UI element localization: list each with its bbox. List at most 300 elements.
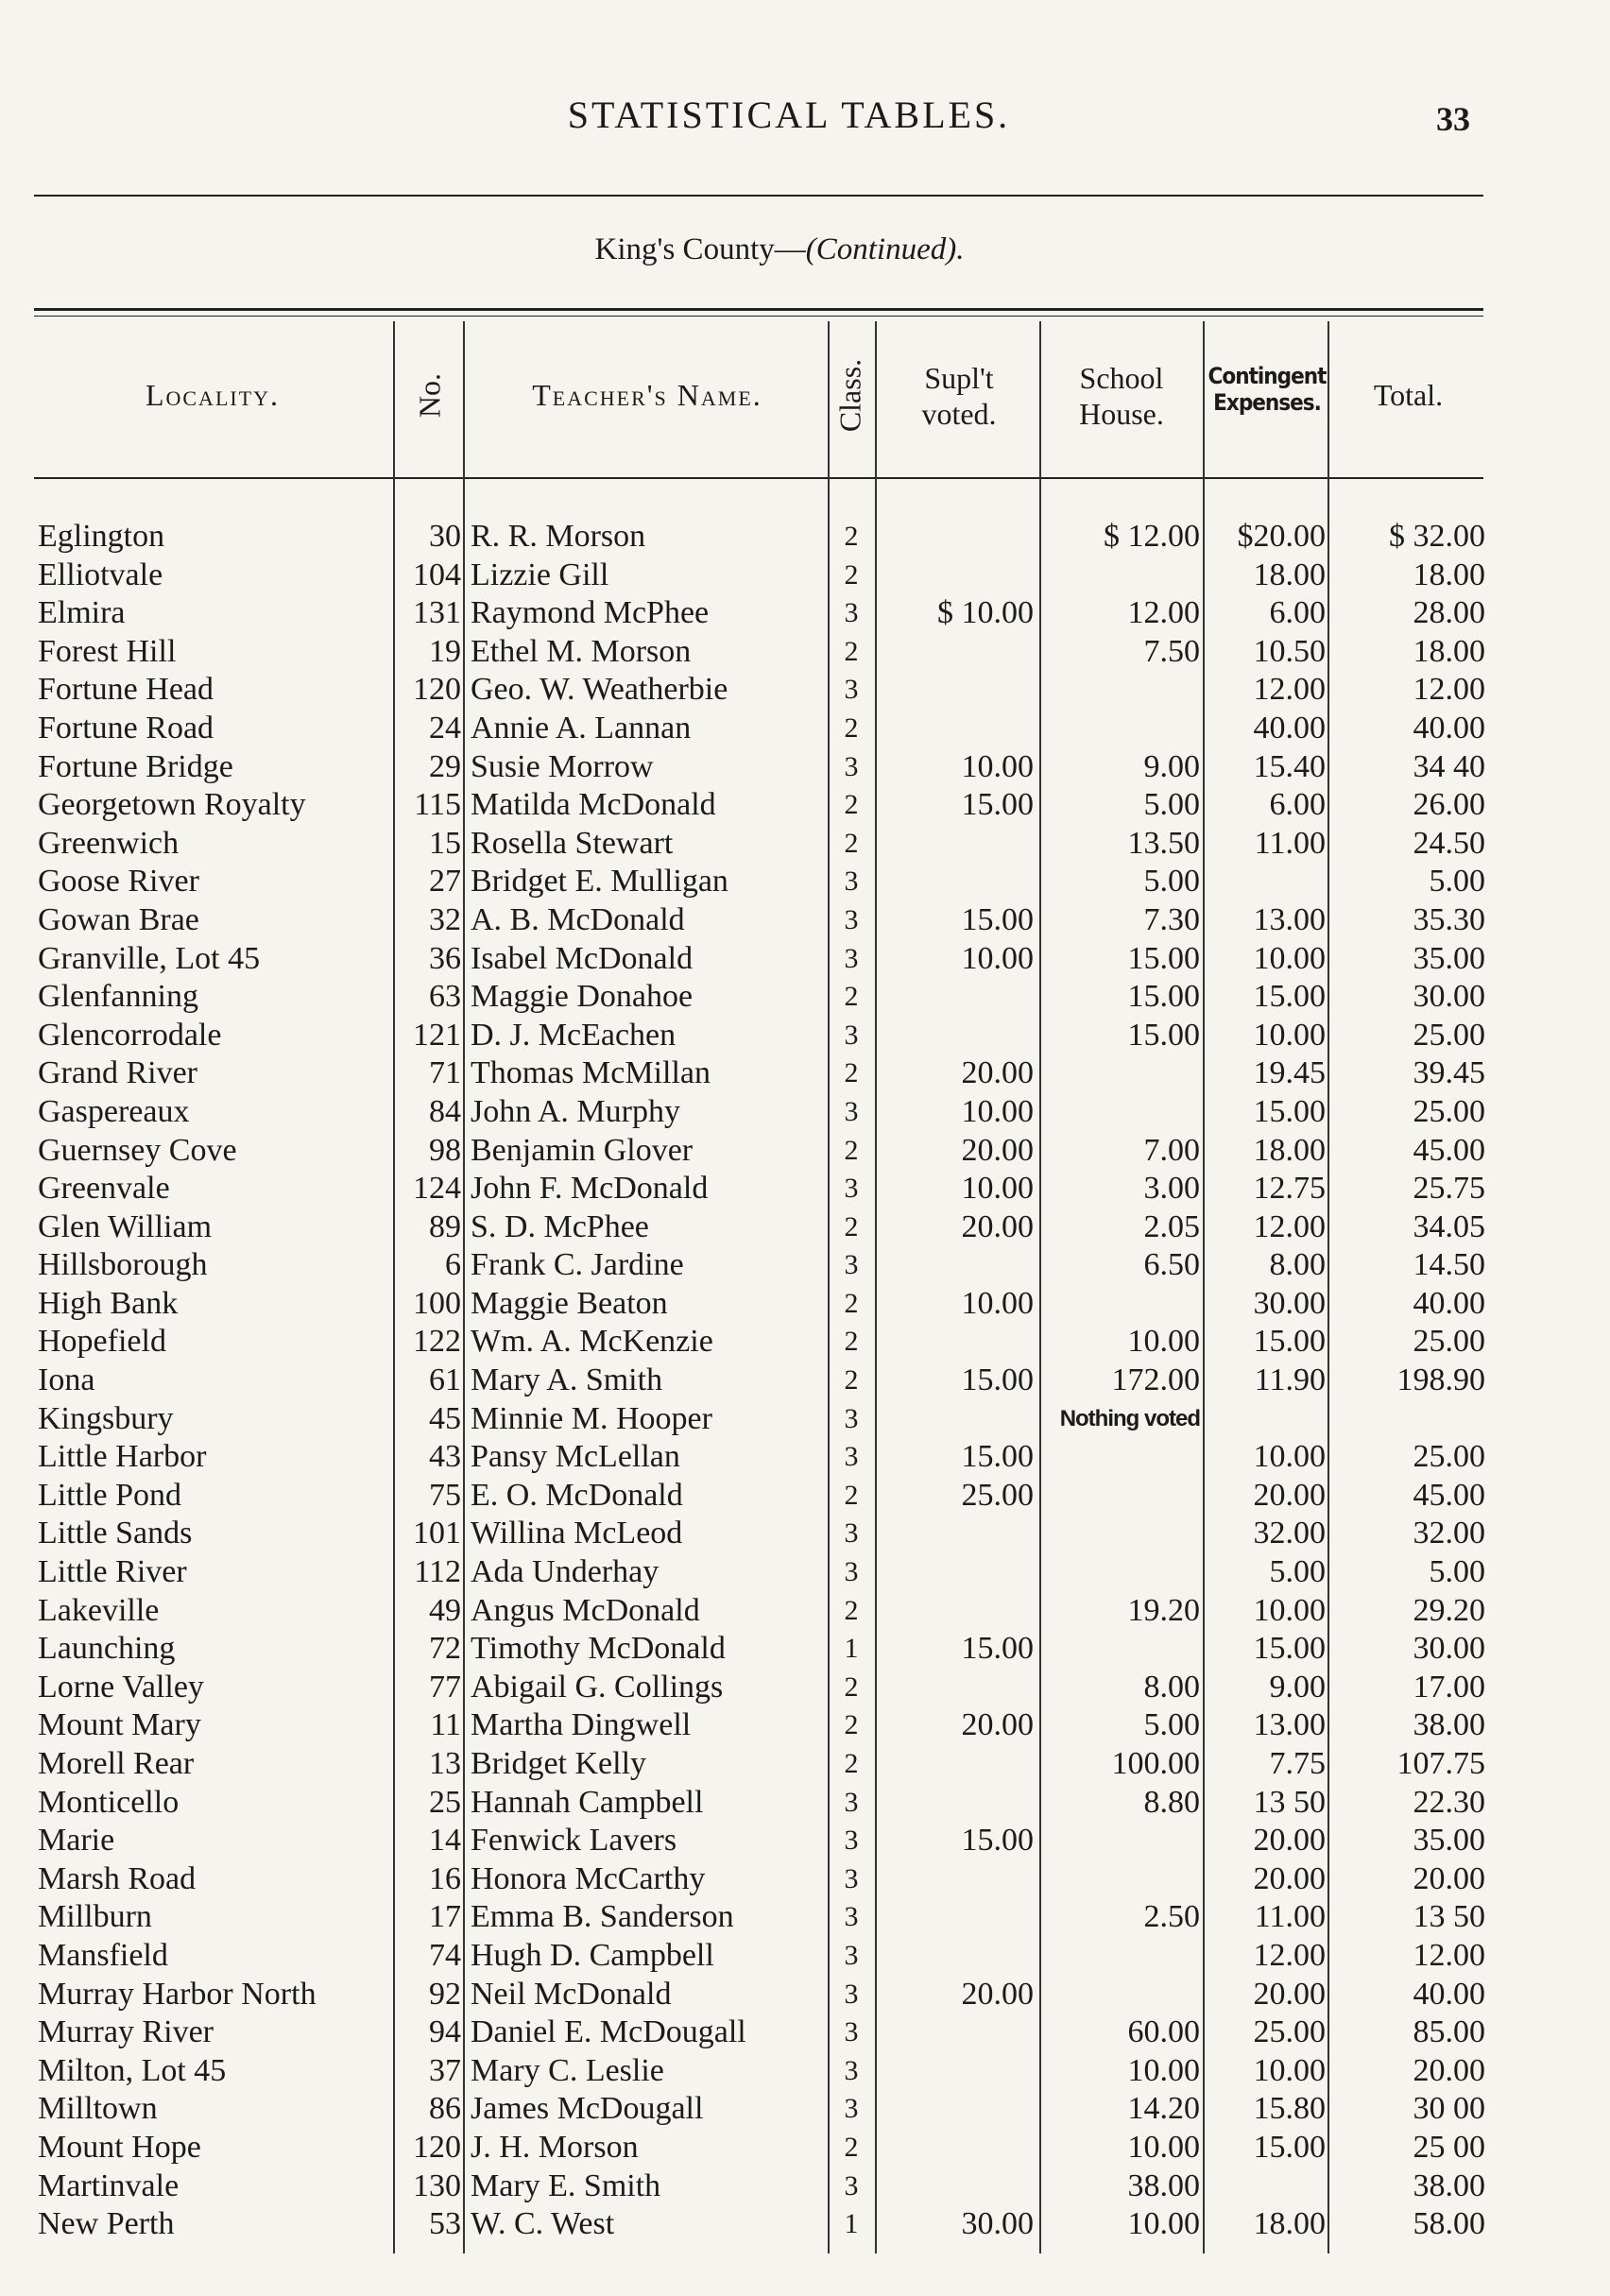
teacher-cell: Benjamin Glover [471,1132,694,1168]
table-row [0,594,1610,633]
number-cell: 120 [413,2129,461,2165]
number-cell: 112 [414,1554,461,1590]
locality-cell: High Bank [38,1285,179,1321]
table-row [0,1822,1610,1860]
supl-voted-cell: 15.00 [961,1439,1034,1475]
total-cell: 25.75 [1413,1171,1485,1207]
table-row [0,1553,1610,1592]
table-row [0,1208,1610,1247]
school-house-cell: 15.00 [1127,940,1200,976]
class-cell: 3 [844,2169,859,2202]
class-cell: 2 [844,1479,859,1511]
class-cell: 3 [844,2054,859,2086]
header-bottom-rule [34,477,1483,479]
total-cell: 5.00 [1429,864,1485,900]
contingent-cell: 7.75 [1269,1746,1326,1781]
total-cell: 20.00 [1413,1860,1485,1896]
locality-cell: Elliotvale [38,557,163,592]
school-house-cell: 8.80 [1143,1784,1200,1820]
teacher-cell: John A. Murphy [471,1093,680,1129]
teacher-cell: R. R. Morson [471,519,646,554]
total-cell: 24.50 [1413,825,1485,861]
table-row [0,2013,1610,2052]
table-row [0,1630,1610,1669]
contingent-cell: 15.40 [1253,748,1326,784]
table-row [0,2090,1610,2129]
class-cell: 3 [844,597,859,629]
locality-cell: Glencorrodale [38,1017,222,1053]
contingent-cell: 32.00 [1253,1516,1326,1551]
number-cell: 36 [429,940,461,976]
total-cell: 30 00 [1413,2091,1485,2127]
total-cell: 58.00 [1413,2206,1485,2242]
header-cont-line1: Contingent [1208,363,1327,389]
class-cell: 1 [844,2208,859,2240]
number-cell: 124 [413,1171,461,1207]
table-row [0,1285,1610,1324]
locality-cell: Gowan Brae [38,901,199,937]
table-row [0,1976,1610,2014]
contingent-cell: 13.00 [1253,901,1326,937]
total-cell: 5.00 [1429,1554,1485,1590]
teacher-cell: Bridget E. Mulligan [471,864,728,900]
total-cell: 20.00 [1413,2052,1485,2088]
table-row [0,901,1610,940]
contingent-cell: 11.00 [1254,1899,1326,1935]
contingent-cell: 11.00 [1254,825,1326,861]
supl-voted-cell: 30.00 [961,2206,1034,2242]
teacher-cell: Minnie M. Hooper [471,1400,712,1436]
table-row [0,1170,1610,1208]
contingent-cell: 18.00 [1253,2206,1326,2242]
teacher-cell: Rosella Stewart [471,825,674,861]
school-house-cell: 10.00 [1127,2052,1200,2088]
total-cell: 13 50 [1413,1899,1485,1935]
teacher-cell: Ethel M. Morson [471,633,692,669]
table-row [0,1093,1610,1132]
number-cell: 104 [413,557,461,592]
class-cell: 2 [844,1594,859,1626]
number-cell: 71 [429,1055,461,1091]
number-cell: 120 [413,672,461,708]
number-cell: 30 [429,519,461,554]
school-house-cell: 2.50 [1143,1899,1200,1935]
number-cell: 29 [429,748,461,784]
class-cell: 3 [844,1862,859,1894]
table-row [0,518,1610,557]
total-cell: 25.00 [1413,1093,1485,1129]
school-house-cell: 7.00 [1143,1132,1200,1168]
supl-voted-cell: $ 10.00 [937,595,1034,631]
class-cell: 3 [844,865,859,898]
locality-cell: Little River [38,1554,187,1590]
number-cell: 100 [413,1285,461,1321]
school-house-cell: 3.00 [1143,1171,1200,1207]
total-cell: 45.00 [1413,1477,1485,1513]
contingent-cell: 18.00 [1253,557,1326,592]
teacher-cell: Emma B. Sanderson [471,1899,734,1935]
locality-cell: Mansfield [38,1937,168,1973]
number-cell: 25 [429,1784,461,1820]
number-cell: 53 [429,2206,461,2242]
class-cell: 3 [844,1939,859,1971]
contingent-cell: 20.00 [1253,1860,1326,1896]
table-row [0,710,1610,748]
table-row [0,1937,1610,1976]
contingent-cell: 12.00 [1253,1208,1326,1244]
number-cell: 6 [445,1247,461,1283]
school-house-cell: 60.00 [1127,2014,1200,2050]
teacher-cell: S. D. McPhee [471,1208,649,1244]
class-cell: 3 [844,1019,859,1051]
total-cell: 26.00 [1413,787,1485,823]
contingent-cell: 6.00 [1269,595,1326,631]
locality-cell: Greenwich [38,825,180,861]
number-cell: 19 [429,633,461,669]
class-cell: 2 [844,558,859,591]
table-top-rule-thin [34,316,1483,317]
total-cell: $ 32.00 [1389,519,1485,554]
table-row [0,940,1610,979]
locality-cell: Lorne Valley [38,1669,204,1705]
teacher-cell: D. J. McEachen [471,1017,677,1053]
number-cell: 74 [429,1937,461,1973]
contingent-cell: 10.00 [1253,1439,1326,1475]
total-cell: 18.00 [1413,557,1485,592]
locality-cell: Georgetown Royalty [38,787,306,823]
table-row [0,1745,1610,1784]
table-row [0,2129,1610,2167]
class-cell: 3 [844,1249,859,1281]
teacher-cell: Fenwick Lavers [471,1823,677,1859]
school-house-cell: 15.00 [1127,1017,1200,1053]
header-contingent [1206,363,1328,417]
class-cell: 2 [844,1287,859,1319]
supl-voted-cell: 10.00 [961,748,1034,784]
class-cell: 3 [844,2093,859,2125]
locality-cell: Little Pond [38,1477,182,1513]
supl-voted-cell: 25.00 [961,1477,1034,1513]
teacher-cell: Mary C. Leslie [471,2052,664,2088]
contingent-cell: 30.00 [1253,1285,1326,1321]
contingent-cell: 13 50 [1253,1784,1326,1820]
locality-cell: Little Harbor [38,1439,207,1475]
locality-cell: Glenfanning [38,979,198,1015]
table-row [0,978,1610,1017]
header-supl-line1: Supl't [924,361,994,395]
contingent-cell: 10.00 [1253,1017,1326,1053]
total-cell: 40.00 [1413,1285,1485,1321]
contingent-cell: 8.00 [1269,1247,1326,1283]
teacher-cell: Geo. W. Weatherbie [471,672,728,708]
teacher-cell: Abigail G. Collings [471,1669,724,1705]
supl-voted-cell: 15.00 [961,1631,1034,1667]
number-cell: 17 [429,1899,461,1935]
class-cell: 2 [844,1671,859,1703]
teacher-cell: Martha Dingwell [471,1707,692,1743]
total-cell: 30.00 [1413,979,1485,1015]
teacher-cell: Lizzie Gill [471,557,609,592]
class-cell: 2 [844,1364,859,1396]
teacher-cell: John F. McDonald [471,1171,709,1207]
class-cell: 3 [844,1978,859,2010]
locality-cell: Eglington [38,519,165,554]
header-total: Total. [1373,378,1444,412]
running-title: STATISTICAL TABLES. [567,94,1011,136]
header-school-line2: House. [1079,396,1164,431]
supl-voted-cell: 15.00 [961,1362,1034,1398]
number-cell: 86 [429,2091,461,2127]
total-cell: 18.00 [1413,633,1485,669]
school-house-cell: 19.20 [1127,1592,1200,1628]
number-cell: 77 [429,1669,461,1705]
teacher-cell: E. O. McDonald [471,1477,683,1513]
number-cell: 94 [429,2014,461,2050]
class-cell: 3 [844,1517,859,1550]
school-house-cell: 15.00 [1127,979,1200,1015]
class-cell: 2 [844,827,859,859]
number-cell: 27 [429,864,461,900]
header-teacher: Teacher's Name. [532,378,762,412]
contingent-cell: 15.00 [1253,2129,1326,2165]
table-body [0,518,1610,2244]
teacher-cell: Maggie Beaton [471,1285,668,1321]
total-cell: 25.00 [1413,1324,1485,1360]
contingent-cell: 19.45 [1253,1055,1326,1091]
teacher-cell: Angus McDonald [471,1592,700,1628]
total-cell: 34.05 [1413,1208,1485,1244]
contingent-cell: 13.00 [1253,1707,1326,1743]
number-cell: 15 [429,825,461,861]
table-row [0,1784,1610,1823]
supl-voted-cell: 20.00 [961,1208,1034,1244]
county-suffix: (Continued). [805,232,965,266]
total-cell: 25.00 [1413,1017,1485,1053]
contingent-cell: $20.00 [1237,519,1326,554]
total-cell: 35.00 [1413,1823,1485,1859]
number-cell: 121 [413,1017,461,1053]
locality-cell: Millburn [38,1899,152,1935]
teacher-cell: Annie A. Lannan [471,710,692,745]
table-row [0,1362,1610,1400]
number-cell: 24 [429,710,461,745]
teacher-cell: Hannah Campbell [471,1784,704,1820]
class-cell: 2 [844,635,859,667]
teacher-cell: Willina McLeod [471,1516,683,1551]
class-cell: 3 [844,1441,859,1473]
contingent-cell: 10.50 [1253,633,1326,669]
locality-cell: Goose River [38,864,199,900]
school-house-cell: 12.00 [1127,595,1200,631]
supl-voted-cell: 20.00 [961,1707,1034,1743]
class-cell: 2 [844,981,859,1013]
school-house-cell: 10.00 [1127,1324,1200,1360]
total-cell: 45.00 [1413,1132,1485,1168]
teacher-cell: W. C. West [471,2206,615,2242]
number-cell: 37 [429,2052,461,2088]
teacher-cell: Mary E. Smith [471,2167,661,2203]
contingent-cell: 6.00 [1269,787,1326,823]
school-house-cell: 7.30 [1143,901,1200,937]
school-house-cell: 5.00 [1143,864,1200,900]
total-cell: 40.00 [1413,1976,1485,2012]
number-cell: 13 [429,1746,461,1781]
teacher-cell: Daniel E. McDougall [471,2014,746,2050]
number-cell: 43 [429,1439,461,1475]
teacher-cell: Ada Underhay [471,1554,659,1590]
table-row [0,2052,1610,2091]
school-house-cell: 10.00 [1127,2129,1200,2165]
locality-cell: Fortune Bridge [38,748,233,784]
number-cell: 89 [429,1208,461,1244]
supl-voted-cell: 10.00 [961,1285,1034,1321]
class-cell: 2 [844,1709,859,1741]
class-cell: 3 [844,1173,859,1205]
total-cell: 38.00 [1413,1707,1485,1743]
locality-cell: Gaspereaux [38,1093,190,1129]
supl-voted-cell: 15.00 [961,901,1034,937]
table-row [0,1669,1610,1707]
contingent-cell: 20.00 [1253,1823,1326,1859]
contingent-cell: 15.00 [1253,1093,1326,1129]
class-cell: 1 [844,1633,859,1665]
table-row [0,1860,1610,1899]
class-cell: 3 [844,1786,859,1818]
locality-cell: New Perth [38,2206,175,2242]
class-cell: 3 [844,2016,859,2048]
locality-cell: Greenvale [38,1171,170,1207]
header-supl-line2: voted. [921,396,997,431]
contingent-cell: 5.00 [1269,1554,1326,1590]
school-house-cell: $ 12.00 [1104,519,1200,554]
contingent-cell: 15.00 [1253,1324,1326,1360]
class-cell: 3 [844,750,859,782]
locality-cell: Mount Hope [38,2129,201,2165]
contingent-cell: 12.75 [1253,1171,1326,1207]
total-cell: 12.00 [1413,1937,1485,1973]
locality-cell: Marsh Road [38,1860,197,1896]
contingent-cell: 20.00 [1253,1976,1326,2012]
number-cell: 49 [429,1592,461,1628]
contingent-cell: 12.00 [1253,1937,1326,1973]
school-house-cell: 5.00 [1143,1707,1200,1743]
school-house-cell: 100.00 [1111,1746,1200,1781]
locality-cell: Hopefield [38,1324,166,1360]
table-row [0,1323,1610,1362]
school-house-cell: Nothing voted [1059,1405,1200,1431]
class-cell: 2 [844,789,859,821]
locality-cell: Murray Harbor North [38,1976,317,2012]
teacher-cell: James McDougall [471,2091,704,2127]
class-cell: 2 [844,1210,859,1242]
number-cell: 92 [429,1976,461,2012]
locality-cell: Lakeville [38,1592,160,1628]
contingent-cell: 15.80 [1253,2091,1326,2127]
class-cell: 3 [844,1402,859,1434]
locality-cell: Milltown [38,2091,158,2127]
total-cell: 14.50 [1413,1247,1485,1283]
class-cell: 2 [844,1134,859,1166]
school-house-cell: 10.00 [1127,2206,1200,2242]
total-cell: 17.00 [1413,1669,1485,1705]
county-name: King's County— [594,232,806,266]
number-cell: 32 [429,901,461,937]
teacher-cell: Frank C. Jardine [471,1247,684,1283]
supl-voted-cell: 10.00 [961,1171,1034,1207]
table-row [0,1400,1610,1439]
teacher-cell: Bridget Kelly [471,1746,647,1781]
school-house-cell: 6.50 [1143,1247,1200,1283]
total-cell: 85.00 [1413,2014,1485,2050]
class-cell: 3 [844,903,859,935]
number-cell: 131 [413,595,461,631]
teacher-cell: Timothy McDonald [471,1631,726,1667]
teacher-cell: Raymond McPhee [471,595,710,631]
supl-voted-cell: 20.00 [961,1132,1034,1168]
locality-cell: Milton, Lot 45 [38,2052,227,2088]
contingent-cell: 15.00 [1253,979,1326,1015]
class-cell: 3 [844,674,859,706]
contingent-cell: 18.00 [1253,1132,1326,1168]
class-cell: 2 [844,711,859,744]
locality-cell: Glen William [38,1208,213,1244]
number-cell: 45 [429,1400,461,1436]
teacher-cell: Mary A. Smith [471,1362,663,1398]
class-cell: 3 [844,942,859,974]
locality-cell: Murray River [38,2014,214,2050]
header-school-line1: School [1079,361,1164,395]
number-cell: 72 [429,1631,461,1667]
school-house-cell: 38.00 [1127,2167,1200,2203]
contingent-cell: 10.00 [1253,2052,1326,2088]
number-cell: 130 [413,2167,461,2203]
table-row [0,1477,1610,1516]
supl-voted-cell: 15.00 [961,787,1034,823]
contingent-cell: 40.00 [1253,710,1326,745]
table-row [0,1246,1610,1285]
teacher-cell: Hugh D. Campbell [471,1937,714,1973]
locality-cell: Iona [38,1362,95,1398]
class-cell: 2 [844,2131,859,2163]
school-house-cell: 172.00 [1111,1362,1200,1398]
table-row [0,748,1610,787]
table-row [0,1592,1610,1631]
teacher-cell: Wm. A. McKenzie [471,1324,713,1360]
locality-cell: Little Sands [38,1516,193,1551]
teacher-cell: Honora McCarthy [471,1860,706,1896]
table-row [0,671,1610,710]
total-cell: 38.00 [1413,2167,1485,2203]
page-number: 33 [1436,100,1470,138]
total-cell: 32.00 [1413,1516,1485,1551]
locality-cell: Kingsbury [38,1400,174,1436]
header-cont-line2: Expenses. [1213,389,1321,417]
class-cell: 2 [844,1748,859,1779]
total-cell: 29.20 [1413,1592,1485,1628]
table-row [0,1132,1610,1171]
locality-cell: Grand River [38,1055,198,1091]
number-cell: 115 [414,787,461,823]
locality-cell: Forest Hill [38,633,177,669]
class-cell: 2 [844,521,859,552]
teacher-cell: A. B. McDonald [471,901,685,937]
table-row [0,786,1610,825]
table-row [0,1438,1610,1477]
contingent-cell: 9.00 [1269,1669,1326,1705]
table-top-rule [34,308,1483,311]
contingent-cell: 11.90 [1254,1362,1326,1398]
locality-cell: Elmira [38,595,126,631]
